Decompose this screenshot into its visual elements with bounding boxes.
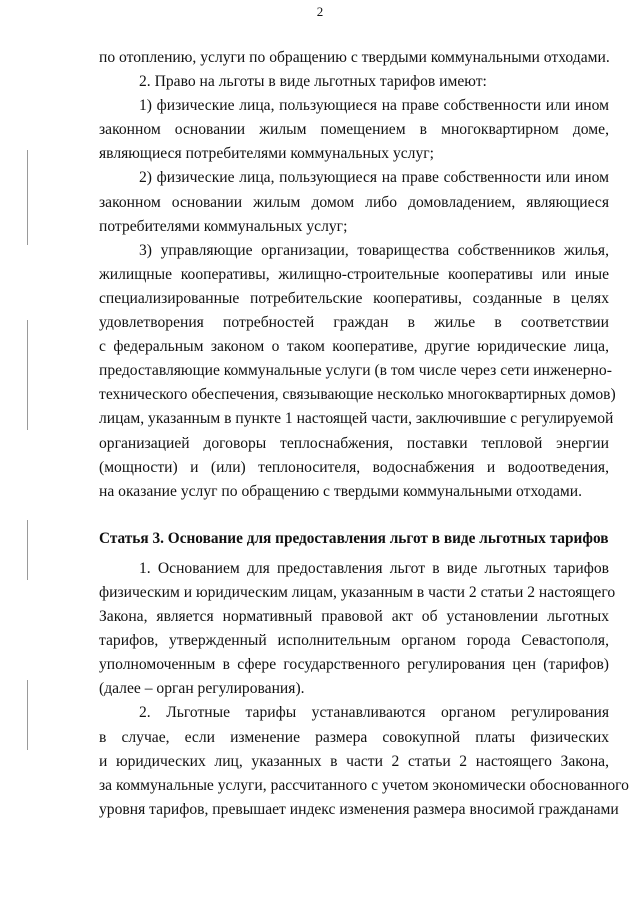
text-line: законном основании жилым помещением в многоквартирном доме,: [99, 121, 609, 139]
text-line: тарифов, утвержденный исполнительным органом города Севастополя,: [99, 632, 609, 650]
paragraph-start: 2. Льготные тарифы устанавливаются органом регулирования: [139, 704, 609, 722]
text-line: в случае, если изменение размера совокупной платы физических: [99, 728, 609, 746]
text-line: являющиеся потребителями коммунальных услуг;: [99, 145, 434, 163]
text-line: по отоплению, услуги по обращению с твердыми коммунальными отходами.: [99, 49, 610, 66]
text-line: технического обеспечения, связывающие несколько многоквартирных домов): [99, 386, 616, 404]
paragraph-start: 2. Право на льготы в виде льготных тарифов имеют:: [139, 73, 487, 91]
text-line: организацией договоры теплоснабжения, поставки тепловой энергии: [99, 434, 609, 452]
text-line: уполномоченным в сфере государственного регулирования цен (тарифов): [99, 656, 609, 674]
text-line: на оказание услуг по обращению с твердыми коммунальными отходами.: [99, 482, 582, 500]
text-line: физическим и юридическим лицам, указанным в части 2 статьи 2 настоящего: [99, 583, 616, 601]
text-line: Закона, является нормативный правовой акт об установлении льготных: [99, 608, 609, 626]
list-item-3-start: 3) управляющие организации, товарищества собственников жилья,: [139, 241, 609, 259]
page-number: 2: [316, 4, 324, 19]
text-line: лицам, указанным в пункте 1 настоящей части, заключившие с регулируемой: [99, 410, 614, 428]
text-line: предоставляющие коммунальные услуги (в том числе через сети инженерно-: [99, 362, 612, 380]
text-line: (мощности) и (или) теплоносителя, водоснабжения и водоотведения,: [99, 458, 609, 476]
list-item-2-start: 2) физические лица, пользующиеся на праве собственности или ином: [139, 169, 609, 187]
text-line: потребителями коммунальных услуг;: [99, 217, 348, 235]
text-line: за коммунальные услуги, рассчитанного с учетом экономически обоснованного: [99, 776, 629, 794]
list-item-1-start: 1) физические лица, пользующиеся на праве собственности или ином: [139, 97, 609, 115]
text-line: жилищные кооперативы, жилищно-строительные кооперативы или иные: [99, 265, 609, 283]
text-line: уровня тарифов, превышает индекс изменения размера вносимой гражданами: [99, 800, 619, 818]
article-heading: Статья 3. Основание для предоставления льгот в виде льготных тарифов: [99, 529, 609, 547]
scan-edge-mark: [27, 0, 31, 905]
document-body: [99, 46, 629, 822]
text-line: с федеральным законом о таком кооперативе, другие юридические лица,: [99, 338, 609, 356]
text-line: законном основании жилым домом либо домовладением, являющиеся: [99, 193, 609, 211]
text-line: (далее – орган регулирования).: [99, 680, 305, 698]
text-line: и юридических лиц, указанных в части 2 статьи 2 настоящего Закона,: [99, 752, 609, 770]
paragraph-start: 1. Основанием для предоставления льгот в виде льготных тарифов: [139, 559, 609, 577]
text-line: специализированные потребительские кооперативы, созданные в целях: [99, 289, 609, 307]
text-line: удовлетворения потребностей граждан в жилье в соответствии: [99, 314, 609, 332]
